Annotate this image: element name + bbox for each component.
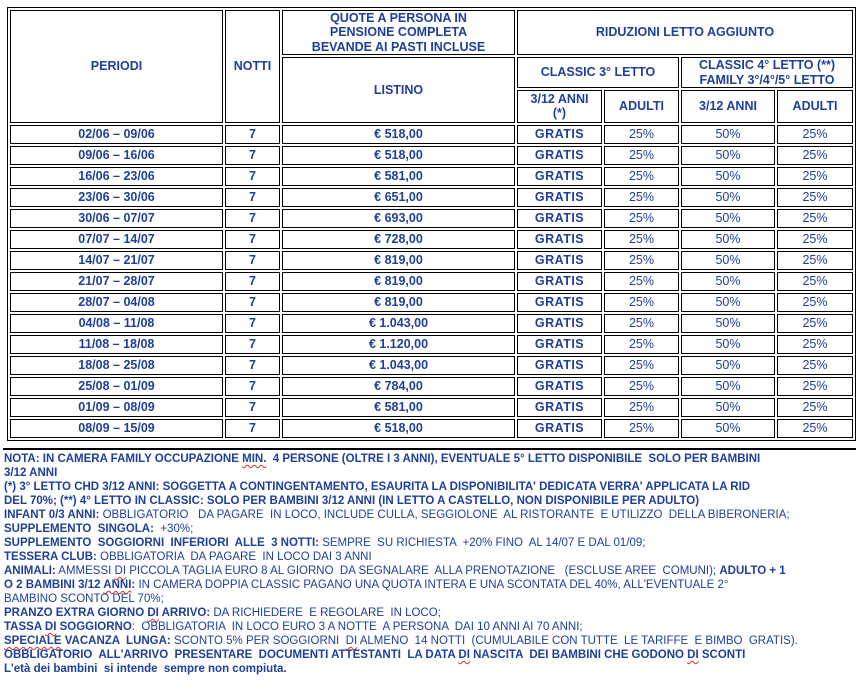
header-line: (*)	[552, 106, 567, 121]
period-cell: 18/08 – 25/08	[10, 356, 223, 375]
adult3-cell: 25%	[604, 125, 679, 144]
header-notti: NOTTI	[225, 10, 280, 123]
price-cell: € 581,00	[282, 398, 515, 417]
note-text: +30%;	[153, 523, 194, 535]
adult4-cell: 25%	[777, 356, 853, 375]
chd4-cell: 50%	[681, 419, 775, 438]
adult4-cell: 25%	[777, 398, 853, 417]
price-cell: € 784,00	[282, 377, 515, 396]
price-cell: € 651,00	[282, 188, 515, 207]
header-chd4: 3/12 ANNI	[681, 90, 775, 123]
note-text: 4 PERSONE (OLTRE I 3 ANNI), EVENTUALE 5° LETTO DISPONIBILE SOLO PER BAMBINI	[266, 453, 761, 465]
price-cell: € 728,00	[282, 230, 515, 249]
header-riduzioni: RIDUZIONI LETTO AGGIUNTO	[517, 10, 853, 55]
chd4-cell: 50%	[681, 314, 775, 333]
chd4-cell: 50%	[681, 146, 775, 165]
header-listino: LISTINO	[282, 57, 515, 123]
chd3-cell: GRATIS	[517, 293, 602, 312]
period-cell: 01/09 – 08/09	[10, 398, 223, 417]
note-line	[4, 620, 855, 634]
nights-cell: 7	[225, 188, 280, 207]
adult3-cell: 25%	[604, 335, 679, 354]
chd3-cell: GRATIS	[517, 230, 602, 249]
price-cell: € 1.043,00	[282, 314, 515, 333]
price-cell: € 819,00	[282, 272, 515, 291]
chd4-cell: 50%	[681, 398, 775, 417]
chd3-cell: GRATIS	[517, 188, 602, 207]
chd3-cell: GRATIS	[517, 398, 602, 417]
header-adulti3: ADULTI	[604, 90, 679, 123]
note-line	[4, 522, 855, 536]
table-row	[10, 314, 853, 333]
header-line: BEVANDE AI PASTI INCLUSE	[311, 39, 486, 54]
adult4-cell: 25%	[777, 377, 853, 396]
adult3-cell: 25%	[604, 251, 679, 270]
price-cell: € 1.120,00	[282, 335, 515, 354]
note-text: OBBLIGATORIO DA PAGARE IN LOCO, INCLUDE CULLA, SEGGIOLONE AL RISTORANTE E UTILIZZO DELLA BIBERONERIA;	[99, 509, 790, 521]
note-text: TESSERA CLUB:	[4, 551, 97, 563]
chd4-cell: 50%	[681, 230, 775, 249]
note-text: PICCOLA TAGLIA EURO 8 AL GIORNO DA SEGNALARE ALLA PRENOTAZIONE (ESCLUSE AREE COMUNI);	[126, 565, 720, 577]
period-cell: 08/09 – 15/09	[10, 419, 223, 438]
note-text: IN CAMERA DOPPIA CLASSIC PAGANO UNA QUOTA INTERA E UNA SCONTATA DEL 40%, ALL'EVENTUALE 2°	[135, 579, 729, 591]
adult4-cell: 25%	[777, 251, 853, 270]
table-row	[10, 188, 853, 207]
header-periodi: PERIODI	[10, 10, 223, 123]
note-text: SEMPRE SU RICHIESTA +20% FINO AL 14/07 E DAL 01/09;	[319, 537, 646, 549]
header-quote	[282, 10, 515, 55]
note-text: DEL 70%; (**) 4° LETTO IN CLASSIC: SOLO PER BAMBINI 3/12 ANNI (IN LETTO A CASTELLO, NON DISPONIBILE PER ADULTO)	[4, 495, 700, 507]
adult3-cell: 25%	[604, 398, 679, 417]
note-text: : OBBLIGATORIA IN LOCO EURO 3 A NOTTE A PERSONA DAI 10 ANNI AI 70 ANNI;	[131, 621, 583, 633]
adult3-cell: 25%	[604, 356, 679, 375]
note-text: NASCITA DEI BAMBINI CHE GODONO	[469, 649, 688, 661]
note-text: 3/12 ANNI	[4, 467, 58, 479]
adult4-cell: 25%	[777, 167, 853, 186]
spellcheck-flagged-word: SPECIALE	[4, 635, 62, 647]
spellcheck-flagged-word: ANNI	[103, 579, 132, 591]
nights-cell: 7	[225, 146, 280, 165]
adult3-cell: 25%	[604, 272, 679, 291]
note-text: NOTA: IN CAMERA FAMILY OCCUPAZIONE	[4, 453, 243, 465]
note-line	[4, 466, 855, 480]
price-cell: € 819,00	[282, 251, 515, 270]
note-text: ANIMALI:	[4, 565, 56, 577]
adult3-cell: 25%	[604, 377, 679, 396]
adult3-cell: 25%	[604, 293, 679, 312]
note-text: VACANZA LUNGA:	[61, 635, 171, 647]
note-text: SUPPLEMENTO SINGOLA:	[4, 523, 154, 535]
table-row	[10, 167, 853, 186]
note-line	[4, 536, 855, 550]
nights-cell: 7	[225, 209, 280, 228]
adult3-cell: 25%	[604, 167, 679, 186]
adult4-cell: 25%	[777, 209, 853, 228]
period-cell: 21/07 – 28/07	[10, 272, 223, 291]
nights-cell: 7	[225, 356, 280, 375]
note-text: AMMESSI	[55, 565, 115, 577]
nights-cell: 7	[225, 230, 280, 249]
table-row	[10, 230, 853, 249]
note-text: OBBLIGATORIA DA PAGARE IN LOCO DAI 3 ANNI	[96, 551, 372, 563]
chd3-cell: GRATIS	[517, 314, 602, 333]
note-line	[4, 662, 855, 676]
price-table	[7, 7, 856, 441]
table-row	[10, 125, 853, 144]
header-line: CLASSIC 4° LETTO (**)	[698, 58, 836, 73]
chd3-cell: GRATIS	[517, 272, 602, 291]
note-text: SCONTO 5% PER SOGGIORNI	[170, 635, 346, 647]
chd4-cell: 50%	[681, 125, 775, 144]
chd4-cell: 50%	[681, 188, 775, 207]
nights-cell: 7	[225, 419, 280, 438]
period-cell: 07/07 – 14/07	[10, 230, 223, 249]
price-cell: € 693,00	[282, 209, 515, 228]
note-line	[4, 508, 855, 522]
note-text: L'età dei bambini si intende sempre non compiuta.	[4, 663, 287, 675]
period-cell: 16/06 – 23/06	[10, 167, 223, 186]
header-line: QUOTE A PERSONA IN	[330, 11, 467, 25]
nights-cell: 7	[225, 335, 280, 354]
note-text: SUPPLEMENTO SOGGIORNI INFERIORI ALLE 3 NOTTI:	[4, 537, 319, 549]
header-line: PENSIONE COMPLETA	[329, 25, 468, 40]
spellcheck-flagged-word: DI	[458, 649, 470, 661]
chd3-cell: GRATIS	[517, 167, 602, 186]
adult3-cell: 25%	[604, 188, 679, 207]
adult4-cell: 25%	[777, 125, 853, 144]
nights-cell: 7	[225, 272, 280, 291]
nights-cell: 7	[225, 293, 280, 312]
table-row	[10, 293, 853, 312]
table-row	[10, 398, 853, 417]
adult3-cell: 25%	[604, 314, 679, 333]
adult4-cell: 25%	[777, 230, 853, 249]
note-text: OBBLIGATORIO ALL'ARRIVO PRESENTARE DOCUMENTI ATTESTANTI LA DATA	[4, 649, 459, 661]
period-cell: 04/08 – 11/08	[10, 314, 223, 333]
price-cell: € 518,00	[282, 419, 515, 438]
notes-section	[4, 452, 855, 676]
nights-cell: 7	[225, 167, 280, 186]
period-cell: 02/06 – 09/06	[10, 125, 223, 144]
header-line: 3/12 ANNI	[530, 92, 589, 106]
adult4-cell: 25%	[777, 314, 853, 333]
note-line	[4, 606, 855, 620]
table-row	[10, 335, 853, 354]
chd4-cell: 50%	[681, 251, 775, 270]
note-text: ALMENO 14 NOTTI (CUMULABILE CON TUTTE LE TARIFFE E BIMBO GRATIS).	[357, 635, 798, 647]
chd4-cell: 50%	[681, 356, 775, 375]
note-text: (*) 3° LETTO CHD 3/12 ANNI: SOGGETTA A CONTINGENTAMENTO, ESAURITA LA DISPONIBILITA' DEDICATA VERRA' APPLICATA LA RID	[4, 481, 751, 493]
note-text: DA RICHIEDERE E REGOLARE IN LOCO;	[210, 607, 441, 619]
chd3-cell: GRATIS	[517, 356, 602, 375]
note-text: PRANZO EXTRA GIORNO	[4, 607, 148, 619]
price-table-body	[10, 125, 853, 438]
note-line	[4, 494, 855, 508]
note-text: INFANT 0/3 ANNI:	[4, 509, 100, 521]
chd4-cell: 50%	[681, 272, 775, 291]
table-row	[10, 272, 853, 291]
spellcheck-flagged-word: DI	[147, 607, 159, 619]
header-chd3	[517, 90, 602, 123]
note-text: SCONTI	[698, 649, 746, 661]
chd3-cell: GRATIS	[517, 335, 602, 354]
note-line	[4, 564, 855, 578]
spellcheck-flagged-word: DI	[114, 565, 127, 577]
adult4-cell: 25%	[777, 419, 853, 438]
chd4-cell: 50%	[681, 335, 775, 354]
spellcheck-flagged-word: DI	[687, 649, 699, 661]
chd4-cell: 50%	[681, 293, 775, 312]
adult4-cell: 25%	[777, 293, 853, 312]
note-line	[4, 634, 855, 648]
table-row	[10, 146, 853, 165]
chd3-cell: GRATIS	[517, 377, 602, 396]
spellcheck-flagged-word: DI	[44, 621, 57, 633]
note-line	[4, 480, 855, 494]
chd3-cell: GRATIS	[517, 419, 602, 438]
nights-cell: 7	[225, 125, 280, 144]
nights-cell: 7	[225, 314, 280, 333]
chd3-cell: GRATIS	[517, 125, 602, 144]
nights-cell: 7	[225, 398, 280, 417]
price-cell: € 819,00	[282, 293, 515, 312]
header-classic4	[681, 57, 853, 88]
table-row	[10, 356, 853, 375]
chd4-cell: 50%	[681, 377, 775, 396]
adult4-cell: 25%	[777, 188, 853, 207]
header-classic3: CLASSIC 3° LETTO	[517, 57, 679, 88]
note-text: TASSA	[4, 621, 45, 633]
table-row	[10, 209, 853, 228]
period-cell: 28/07 – 04/08	[10, 293, 223, 312]
price-cell: € 518,00	[282, 125, 515, 144]
chd4-cell: 50%	[681, 209, 775, 228]
nights-cell: 7	[225, 251, 280, 270]
adult4-cell: 25%	[777, 335, 853, 354]
period-cell: 11/08 – 18/08	[10, 335, 223, 354]
period-cell: 25/08 – 01/09	[10, 377, 223, 396]
note-text: :	[131, 579, 136, 591]
table-row	[10, 377, 853, 396]
adult4-cell: 25%	[777, 146, 853, 165]
adult3-cell: 25%	[604, 230, 679, 249]
note-line	[4, 452, 855, 466]
note-text: ARRIVO:	[158, 607, 211, 619]
price-cell: € 581,00	[282, 167, 515, 186]
table-row	[10, 251, 853, 270]
chd3-cell: GRATIS	[517, 209, 602, 228]
chd3-cell: GRATIS	[517, 251, 602, 270]
chd4-cell: 50%	[681, 167, 775, 186]
note-line	[4, 592, 855, 606]
note-text: O 2 BAMBINI 3/12	[4, 579, 104, 591]
spellcheck-flagged-word: MIN.	[242, 453, 267, 465]
adult3-cell: 25%	[604, 209, 679, 228]
nights-cell: 7	[225, 377, 280, 396]
chd3-cell: GRATIS	[517, 146, 602, 165]
period-cell: 23/06 – 30/06	[10, 188, 223, 207]
price-cell: € 518,00	[282, 146, 515, 165]
note-line	[4, 578, 855, 592]
adult4-cell: 25%	[777, 272, 853, 291]
note-line	[4, 648, 855, 662]
note-text: BAMBINO SCONTO DEL 70%;	[4, 593, 164, 605]
adult3-cell: 25%	[604, 419, 679, 438]
header-adulti4: ADULTI	[777, 90, 853, 123]
period-cell: 14/07 – 21/07	[10, 251, 223, 270]
note-text: SOGGIORNO	[56, 621, 132, 633]
header-line: FAMILY 3°/4°/5° LETTO	[699, 72, 835, 87]
spellcheck-flagged-word: DI	[345, 635, 358, 647]
period-cell: 09/06 – 16/06	[10, 146, 223, 165]
period-cell: 30/06 – 07/07	[10, 209, 223, 228]
adult3-cell: 25%	[604, 146, 679, 165]
notes-divider	[3, 448, 856, 450]
price-cell: € 1.043,00	[282, 356, 515, 375]
note-line	[4, 550, 855, 564]
note-text: ADULTO + 1	[719, 565, 786, 577]
table-row	[10, 419, 853, 438]
